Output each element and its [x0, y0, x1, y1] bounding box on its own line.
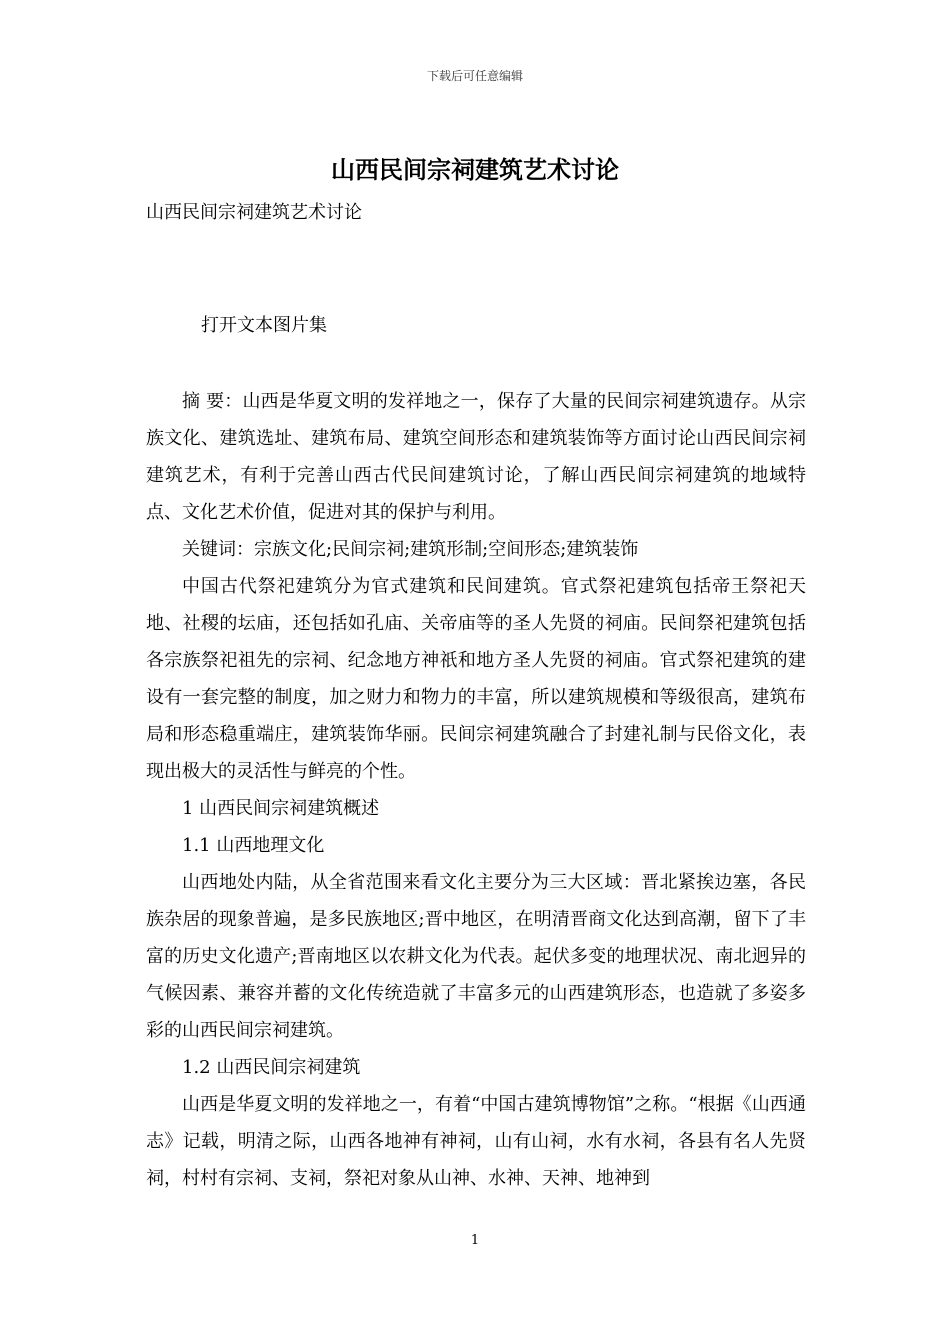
page-number: 1 [470, 1233, 480, 1248]
document-body [146, 383, 806, 1197]
page-header: 下载后可任意编辑 [426, 69, 523, 83]
document-title: 山西民间宗祠建筑艺术讨论 [331, 155, 619, 184]
ancestral-hall-paragraph: 山西是华夏文明的发祥地之一，有着“中国古建筑博物馆”之称。“根据《山西通志》记载，明清之际，山西各地神有神祠，山有山祠，水有水祠，各县有名人先贤祠，村村有宗祠、支祠，祭祀对象从山神、水神、天神、地神到 [146, 1094, 806, 1189]
document-subtitle: 山西民间宗祠建筑艺术讨论 [146, 202, 362, 223]
abstract-paragraph: 摘 要：山西是华夏文明的发祥地之一，保存了大量的民间宗祠建筑遗存。从宗族文化、建筑选址、建筑布局、建筑空间形态和建筑装饰等方面讨论山西民间宗祠建筑艺术，有利于完善山西古代民间建筑讨论，了解山西民间宗祠建筑的地域特点、文化艺术价值，促进对其的保护与利用。 [146, 391, 806, 523]
keywords-paragraph: 关键词：宗族文化;民间宗祠;建筑形制;空间形态;建筑装饰 [182, 539, 639, 560]
section-heading-1: 1 山西民间宗祠建筑概述 [182, 798, 380, 819]
section-heading-1-1: 1.1 山西地理文化 [182, 835, 325, 856]
open-image-set-link[interactable]: 打开文本图片集 [201, 315, 327, 336]
geography-paragraph: 山西地处内陆，从全省范围来看文化主要分为三大区域：晋北紧挨边塞，各民族杂居的现象普遍，是多民族地区;晋中地区，在明清晋商文化达到高潮，留下了丰富的历史文化遗产;晋南地区以农耕文化为代表。起伏多变的地理状况、南北迥异的气候因素、兼容并蓄的文化传统造就了丰富多元的山西建筑形态，也造就了多姿多彩的山西民间宗祠建筑。 [146, 872, 806, 1041]
intro-paragraph: 中国古代祭祀建筑分为官式建筑和民间建筑。官式祭祀建筑包括帝王祭祀天地、社稷的坛庙，还包括如孔庙、关帝庙等的圣人先贤的祠庙。民间祭祀建筑包括各宗族祭祀祖先的宗祠、纪念地方神祇和地方圣人先贤的祠庙。官式祭祀建筑的建设有一套完整的制度，加之财力和物力的丰富，所以建筑规模和等级很高，建筑布局和形态稳重端庄，建筑装饰华丽。民间宗祠建筑融合了封建礼制与民俗文化，表现出极大的灵活性与鲜亮的个性。 [146, 576, 806, 782]
section-heading-1-2: 1.2 山西民间宗祠建筑 [182, 1057, 361, 1078]
